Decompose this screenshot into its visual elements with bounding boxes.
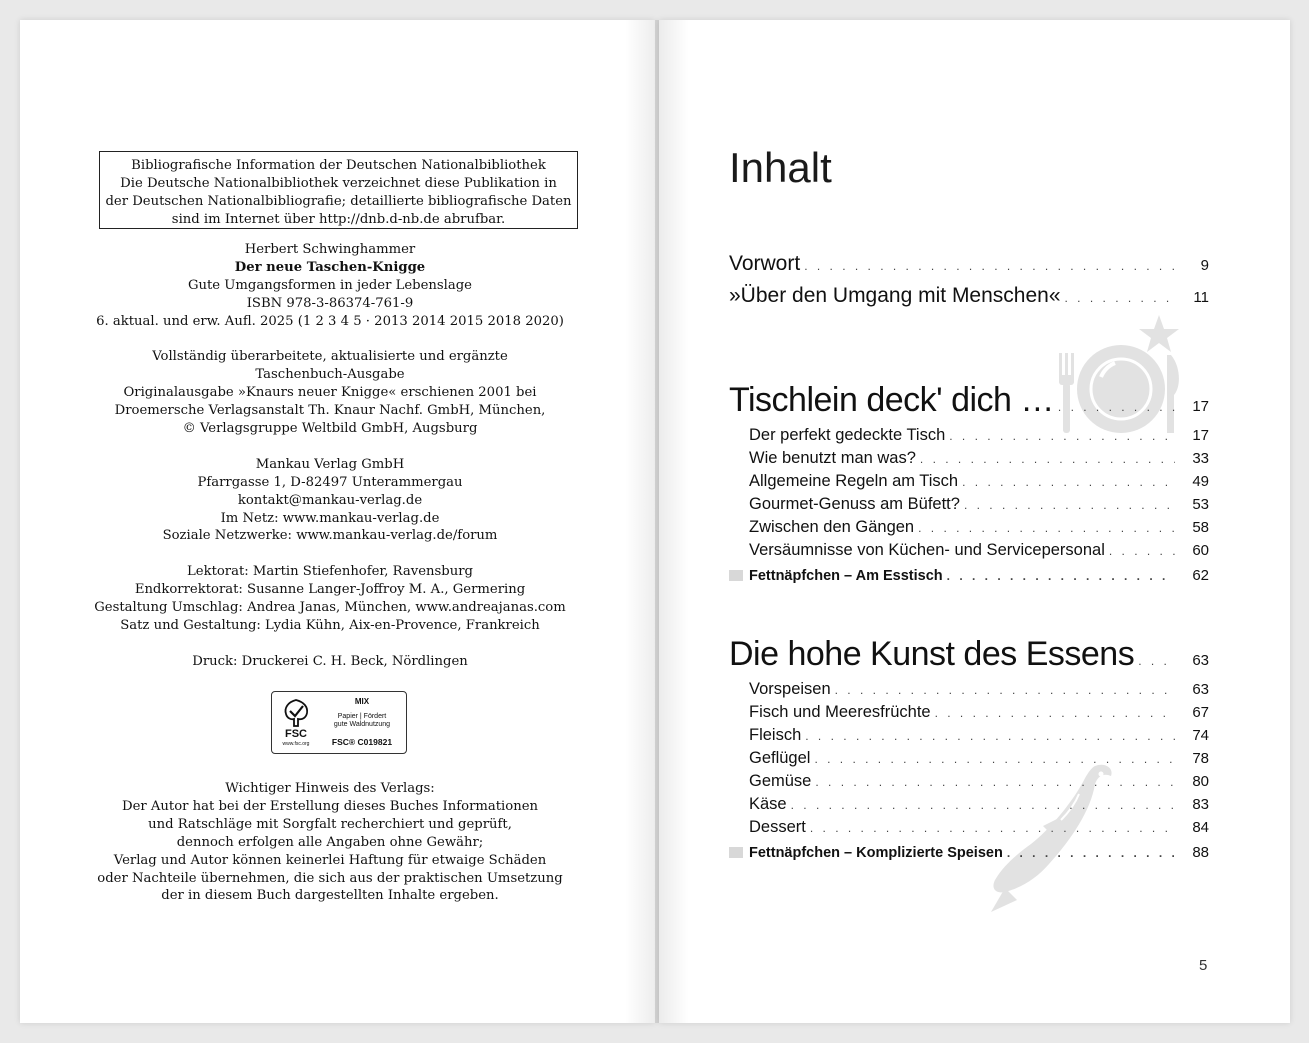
toc-hint-label	[729, 568, 947, 584]
edition-note-line: Taschenbuch-Ausgabe	[255, 367, 405, 383]
right-page	[659, 20, 1290, 1023]
toc-entry[interactable]	[729, 252, 1209, 276]
toc-entry-page: 33	[1192, 450, 1209, 467]
fsc-url: www.fsc.org	[282, 741, 310, 747]
biblio-line: der Deutschen Nationalbibliografie; detaillierte bibliografische Daten	[105, 193, 572, 209]
biblio-line: Bibliografische Information der Deutschen Nationalbibliothek	[131, 158, 546, 173]
toc-entry-label: »Über den Umgang mit Menschen«	[729, 284, 1061, 307]
left-page	[20, 20, 655, 1023]
leader-dots	[1065, 291, 1175, 305]
toc-entry-page: 49	[1192, 473, 1209, 490]
toc-entry[interactable]	[749, 749, 1209, 768]
page-title: Inhalt	[729, 144, 832, 191]
leader-dots	[947, 569, 1175, 583]
toc-entry-label: Käse	[749, 795, 787, 813]
leader-dots	[949, 429, 1175, 443]
toc-entry[interactable]	[749, 703, 1209, 722]
leader-dots	[1058, 400, 1175, 414]
toc-entry[interactable]	[749, 472, 1209, 491]
toc-hint-text: Fettnäpfchen – Am Esstisch	[749, 568, 943, 584]
toc-entry[interactable]	[749, 518, 1209, 537]
publisher-notice	[20, 780, 640, 905]
notice-line: Der Autor hat bei der Erstellung dieses Buches Informationen	[122, 798, 538, 814]
credits-line: Lektorat: Martin Stiefenhofer, Ravensburg	[187, 564, 473, 580]
toc-entry-label: Zwischen den Gängen	[749, 518, 915, 536]
plate-cutlery-star-icon	[1053, 315, 1189, 440]
leader-dots	[935, 706, 1175, 720]
leader-dots	[804, 259, 1175, 273]
toc-entry[interactable]	[749, 449, 1209, 468]
toc-chapter-page: 63	[1192, 652, 1209, 669]
leader-dots	[835, 683, 1175, 697]
leader-dots	[815, 775, 1175, 789]
toc-entry[interactable]	[749, 795, 1209, 814]
publisher-line: Im Netz: www.mankau-verlag.de	[220, 510, 440, 526]
bibliographic-info-box	[99, 151, 578, 229]
toc-entry[interactable]	[729, 284, 1209, 308]
notice-line: oder Nachteile übernehmen, die sich aus der praktischen Umsetzung	[97, 870, 563, 886]
toc-entry-page: 88	[1192, 844, 1209, 861]
edition-note-line: Droemersche Verlagsanstalt Th. Knaur Nachf. GmbH, München,	[114, 403, 546, 419]
toc-entry-page: 11	[1193, 289, 1209, 306]
fsc-license-code: FSC® C019821	[331, 737, 393, 747]
toc-entry-page: 63	[1192, 681, 1209, 698]
toc-entry-label: Gemüse	[749, 772, 812, 790]
toc-entry-label: Fleisch	[749, 726, 802, 744]
credits-line: Gestaltung Umschlag: Andrea Janas, München, www.andreajanas.com	[94, 600, 566, 616]
leader-dots	[918, 521, 1175, 535]
toc-entry-page: 58	[1192, 519, 1209, 536]
publisher-line: Mankau Verlag GmbH	[255, 456, 405, 472]
author-name: Herbert Schwinghammer	[244, 242, 416, 257]
leader-dots	[814, 752, 1175, 766]
toc-entry[interactable]	[749, 541, 1209, 560]
credits-line: Satz und Gestaltung: Lydia Kühn, Aix-en-Provence, Frankreich	[120, 617, 540, 633]
notice-line: Wichtiger Hinweis des Verlags:	[225, 781, 435, 796]
edition-note-line: Originalausgabe »Knaurs neuer Knigge« erschienen 2001 bei	[123, 385, 537, 401]
toc-entry-page: 74	[1192, 727, 1209, 744]
toc-entry[interactable]	[749, 818, 1209, 837]
notice-line: Verlag und Autor können keinerlei Haftung für etwaige Schäden	[113, 852, 547, 868]
toc-entry[interactable]	[749, 680, 1209, 699]
toc-entry-page: 84	[1192, 819, 1209, 836]
fsc-description: gute Waldnutzung	[333, 721, 391, 728]
toc-entry[interactable]	[749, 772, 1209, 791]
toc-entry-label: Dessert	[749, 818, 806, 836]
toc-entry-page: 83	[1192, 796, 1209, 813]
toc-entry-page: 80	[1192, 773, 1209, 790]
printer: Druck: Druckerei C. H. Beck, Nördlingen	[192, 653, 468, 669]
leader-dots	[1138, 654, 1175, 668]
toc-entry-page: 9	[1200, 257, 1209, 274]
toc-entry-label: Versäumnisse von Küchen- und Servicepersonal	[749, 541, 1105, 559]
edition-note-line: Vollständig überarbeitete, aktualisierte und ergänzte	[152, 349, 508, 365]
toc-entry-label: Vorwort	[729, 252, 801, 275]
toc-entry-page: 60	[1192, 542, 1209, 559]
toc-entry-label: Vorspeisen	[749, 680, 831, 698]
biblio-line: Die Deutsche Nationalbibliothek verzeichnet diese Publikation in	[120, 175, 557, 191]
toc-chapter[interactable]	[729, 381, 1209, 420]
hint-marker	[729, 847, 743, 858]
notice-line: der in diesem Buch dargestellten Inhalte ergeben.	[161, 888, 499, 904]
biblio-line: sind im Internet über http://dnb.d-nb.de abrufbar.	[171, 211, 506, 227]
toc-hint-entry[interactable]	[729, 844, 1209, 861]
toc-entry-label: Fisch und Meeresfrüchte	[749, 703, 931, 721]
publisher-line: Soziale Netzwerke: www.mankau-verlag.de/forum	[162, 528, 498, 544]
isbn: ISBN 978-3-86374-761-9	[246, 295, 414, 311]
toc-entry-page: 62	[1192, 567, 1209, 584]
toc-entry-label: Wie benutzt man was?	[749, 449, 916, 467]
toc-entry[interactable]	[749, 726, 1209, 745]
publisher-line: kontakt@mankau-verlag.de	[237, 492, 423, 508]
book-title: Der neue Taschen-Knigge	[234, 259, 426, 275]
leader-dots	[962, 475, 1175, 489]
publication-details	[20, 241, 640, 671]
toc-entry-page: 67	[1192, 704, 1209, 721]
notice-line: und Ratschläge mit Sorgfalt recherchiert und geprüft,	[148, 816, 512, 832]
edition-note-line: © Verlagsgruppe Weltbild GmbH, Augsburg	[182, 421, 478, 437]
leader-dots	[1007, 846, 1175, 860]
leader-dots	[1109, 544, 1175, 558]
toc-hint-text: Fettnäpfchen – Komplizierte Speisen	[749, 845, 1003, 861]
toc-entry[interactable]	[749, 495, 1209, 514]
credits-line: Endkorrektorat: Susanne Langer-Joffroy M. A., Germering	[134, 582, 526, 598]
fsc-mix-label: MIX	[354, 697, 370, 706]
toc-entry-label: Der perfekt gedeckte Tisch	[749, 426, 946, 444]
hint-marker	[729, 570, 743, 581]
leader-dots	[791, 798, 1175, 812]
leader-dots	[920, 452, 1175, 466]
toc-chapter-label: Tischlein deck' dich …	[729, 381, 1054, 419]
toc-entry-label: Gourmet-Genuss am Büfett?	[749, 495, 960, 513]
toc-hint-label	[729, 845, 1007, 861]
fsc-description: Papier | Fördert	[337, 713, 387, 720]
publisher-line: Pfarrgasse 1, D-82497 Unterammergau	[197, 474, 463, 490]
toc-hint-entry[interactable]	[729, 567, 1209, 584]
toc-entry-page: 53	[1192, 496, 1209, 513]
toc-entry-page: 78	[1192, 750, 1209, 767]
toc-chapter-label: Die hohe Kunst des Essens	[729, 635, 1135, 673]
leader-dots	[810, 821, 1175, 835]
fsc-tree-checkmark-icon	[278, 698, 314, 728]
fsc-logo	[271, 691, 407, 754]
toc-chapter-page: 17	[1192, 398, 1209, 415]
leader-dots	[964, 498, 1175, 512]
notice-line: dennoch erfolgen alle Angaben ohne Gewähr;	[176, 834, 484, 850]
book-subtitle: Gute Umgangsformen in jeder Lebenslage	[187, 277, 472, 293]
toc-entry-label: Allgemeine Regeln am Tisch	[749, 472, 959, 490]
toc-entry-label: Geflügel	[749, 749, 811, 767]
page-number: 5	[1199, 957, 1208, 974]
leader-dots	[805, 729, 1175, 743]
fsc-wordmark: FSC	[285, 728, 307, 740]
toc-chapter[interactable]	[729, 635, 1209, 674]
toc-entry-page: 17	[1192, 427, 1209, 444]
toc-entry[interactable]	[749, 426, 1209, 445]
edition: 6. aktual. und erw. Aufl. 2025 (1 2 3 4 5 · 2013 2014 2015 2018 2020)	[96, 313, 564, 329]
